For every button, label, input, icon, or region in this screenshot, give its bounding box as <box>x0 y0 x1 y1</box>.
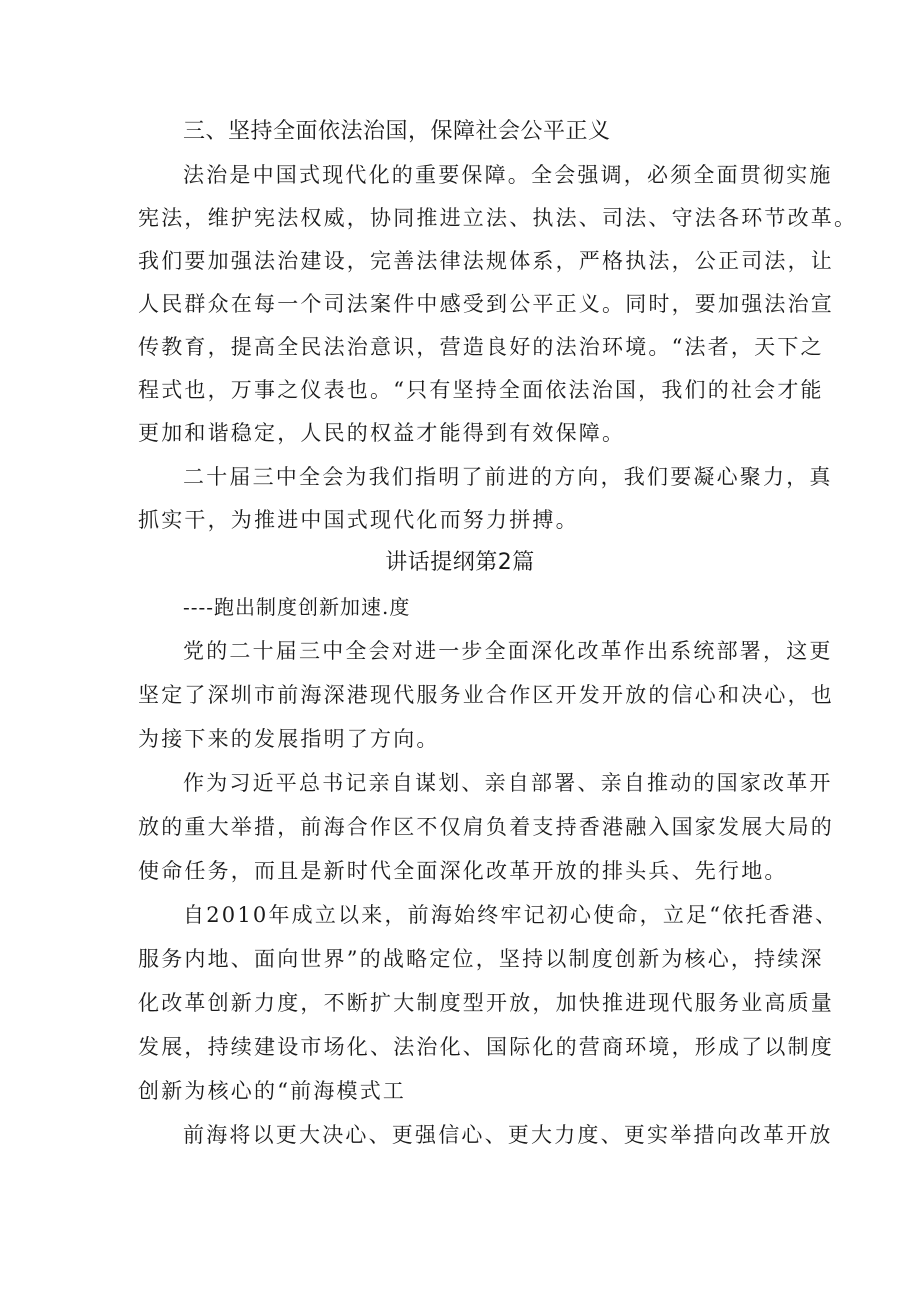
paragraph-line: 放的重大举措，前海合作区不仅肩负着支持香港融入国家发展大局的 <box>138 815 834 839</box>
paragraph-line: 坚定了深圳市前海深港现代服务业合作区开发开放的信心和决心，也 <box>138 683 834 707</box>
chapter-title: 讲话提纲第2篇 <box>385 550 535 575</box>
chapter-subtitle: ----跑出制度创新加速.度 <box>183 595 411 619</box>
paragraph-line: 我们要加强法治建设，完善法律法规体系，严格执法，公正司法，让 <box>138 249 834 273</box>
paragraph-line: 发展，持续建设市场化、法治化、国际化的营商环境，形成了以制度 <box>138 1035 834 1059</box>
paragraph-line: 二十届三中全会为我们指明了前进的方向，我们要凝心聚力，真 <box>183 465 833 489</box>
paragraph-line: 创新为核心的“前海模式工 <box>138 1079 407 1103</box>
paragraph-line: 作为习近平总书记亲自谋划、亲自部署、亲自推动的国家改革开 <box>183 771 833 795</box>
section-heading: 三、坚持全面依法治国，保障社会公平正义 <box>183 119 611 144</box>
paragraph-line: 前海将以更大决心、更强信心、更大力度、更实举措向改革开放 <box>183 1123 833 1147</box>
paragraph-line: 传教育，提高全民法治意识，营造良好的法治环境。“法者，天下之 <box>138 335 824 359</box>
paragraph-line: 自2010年成立以来，前海始终牢记初心使命，立足“依托香港、 <box>183 903 839 927</box>
paragraph-line: 法治是中国式现代化的重要保障。全会强调，必须全面贯彻实施 <box>183 163 833 187</box>
paragraph-line: 人民群众在每一个司法案件中感受到公平正义。同时，要加强法治宣 <box>138 292 834 316</box>
paragraph-line: 宪法，维护宪法权威，协同推进立法、执法、司法、守法各环节改革。 <box>138 206 858 230</box>
paragraph-line: 使命任务，而且是新时代全面深化改革开放的排头兵、先行地。 <box>138 859 788 883</box>
paragraph-line: 为接下来的发展指明了方向。 <box>138 727 440 751</box>
paragraph-line: 更加和谐稳定，人民的权益才能得到有效保障。 <box>138 421 626 445</box>
paragraph-line: 程式也，万事之仪表也。“只有坚持全面依法治国，我们的社会才能 <box>138 378 824 402</box>
paragraph-line: 党的二十届三中全会对进一步全面深化改革作出系统部署，这更 <box>183 639 833 663</box>
paragraph-line: 服务内地、面向世界”的战略定位，坚持以制度创新为核心，持续深 <box>138 947 824 971</box>
paragraph-line: 化改革创新力度，不断扩大制度型开放，加快推进现代服务业高质量 <box>138 991 834 1015</box>
paragraph-line: 抓实干，为推进中国式现代化而努力拼搏。 <box>138 508 579 532</box>
